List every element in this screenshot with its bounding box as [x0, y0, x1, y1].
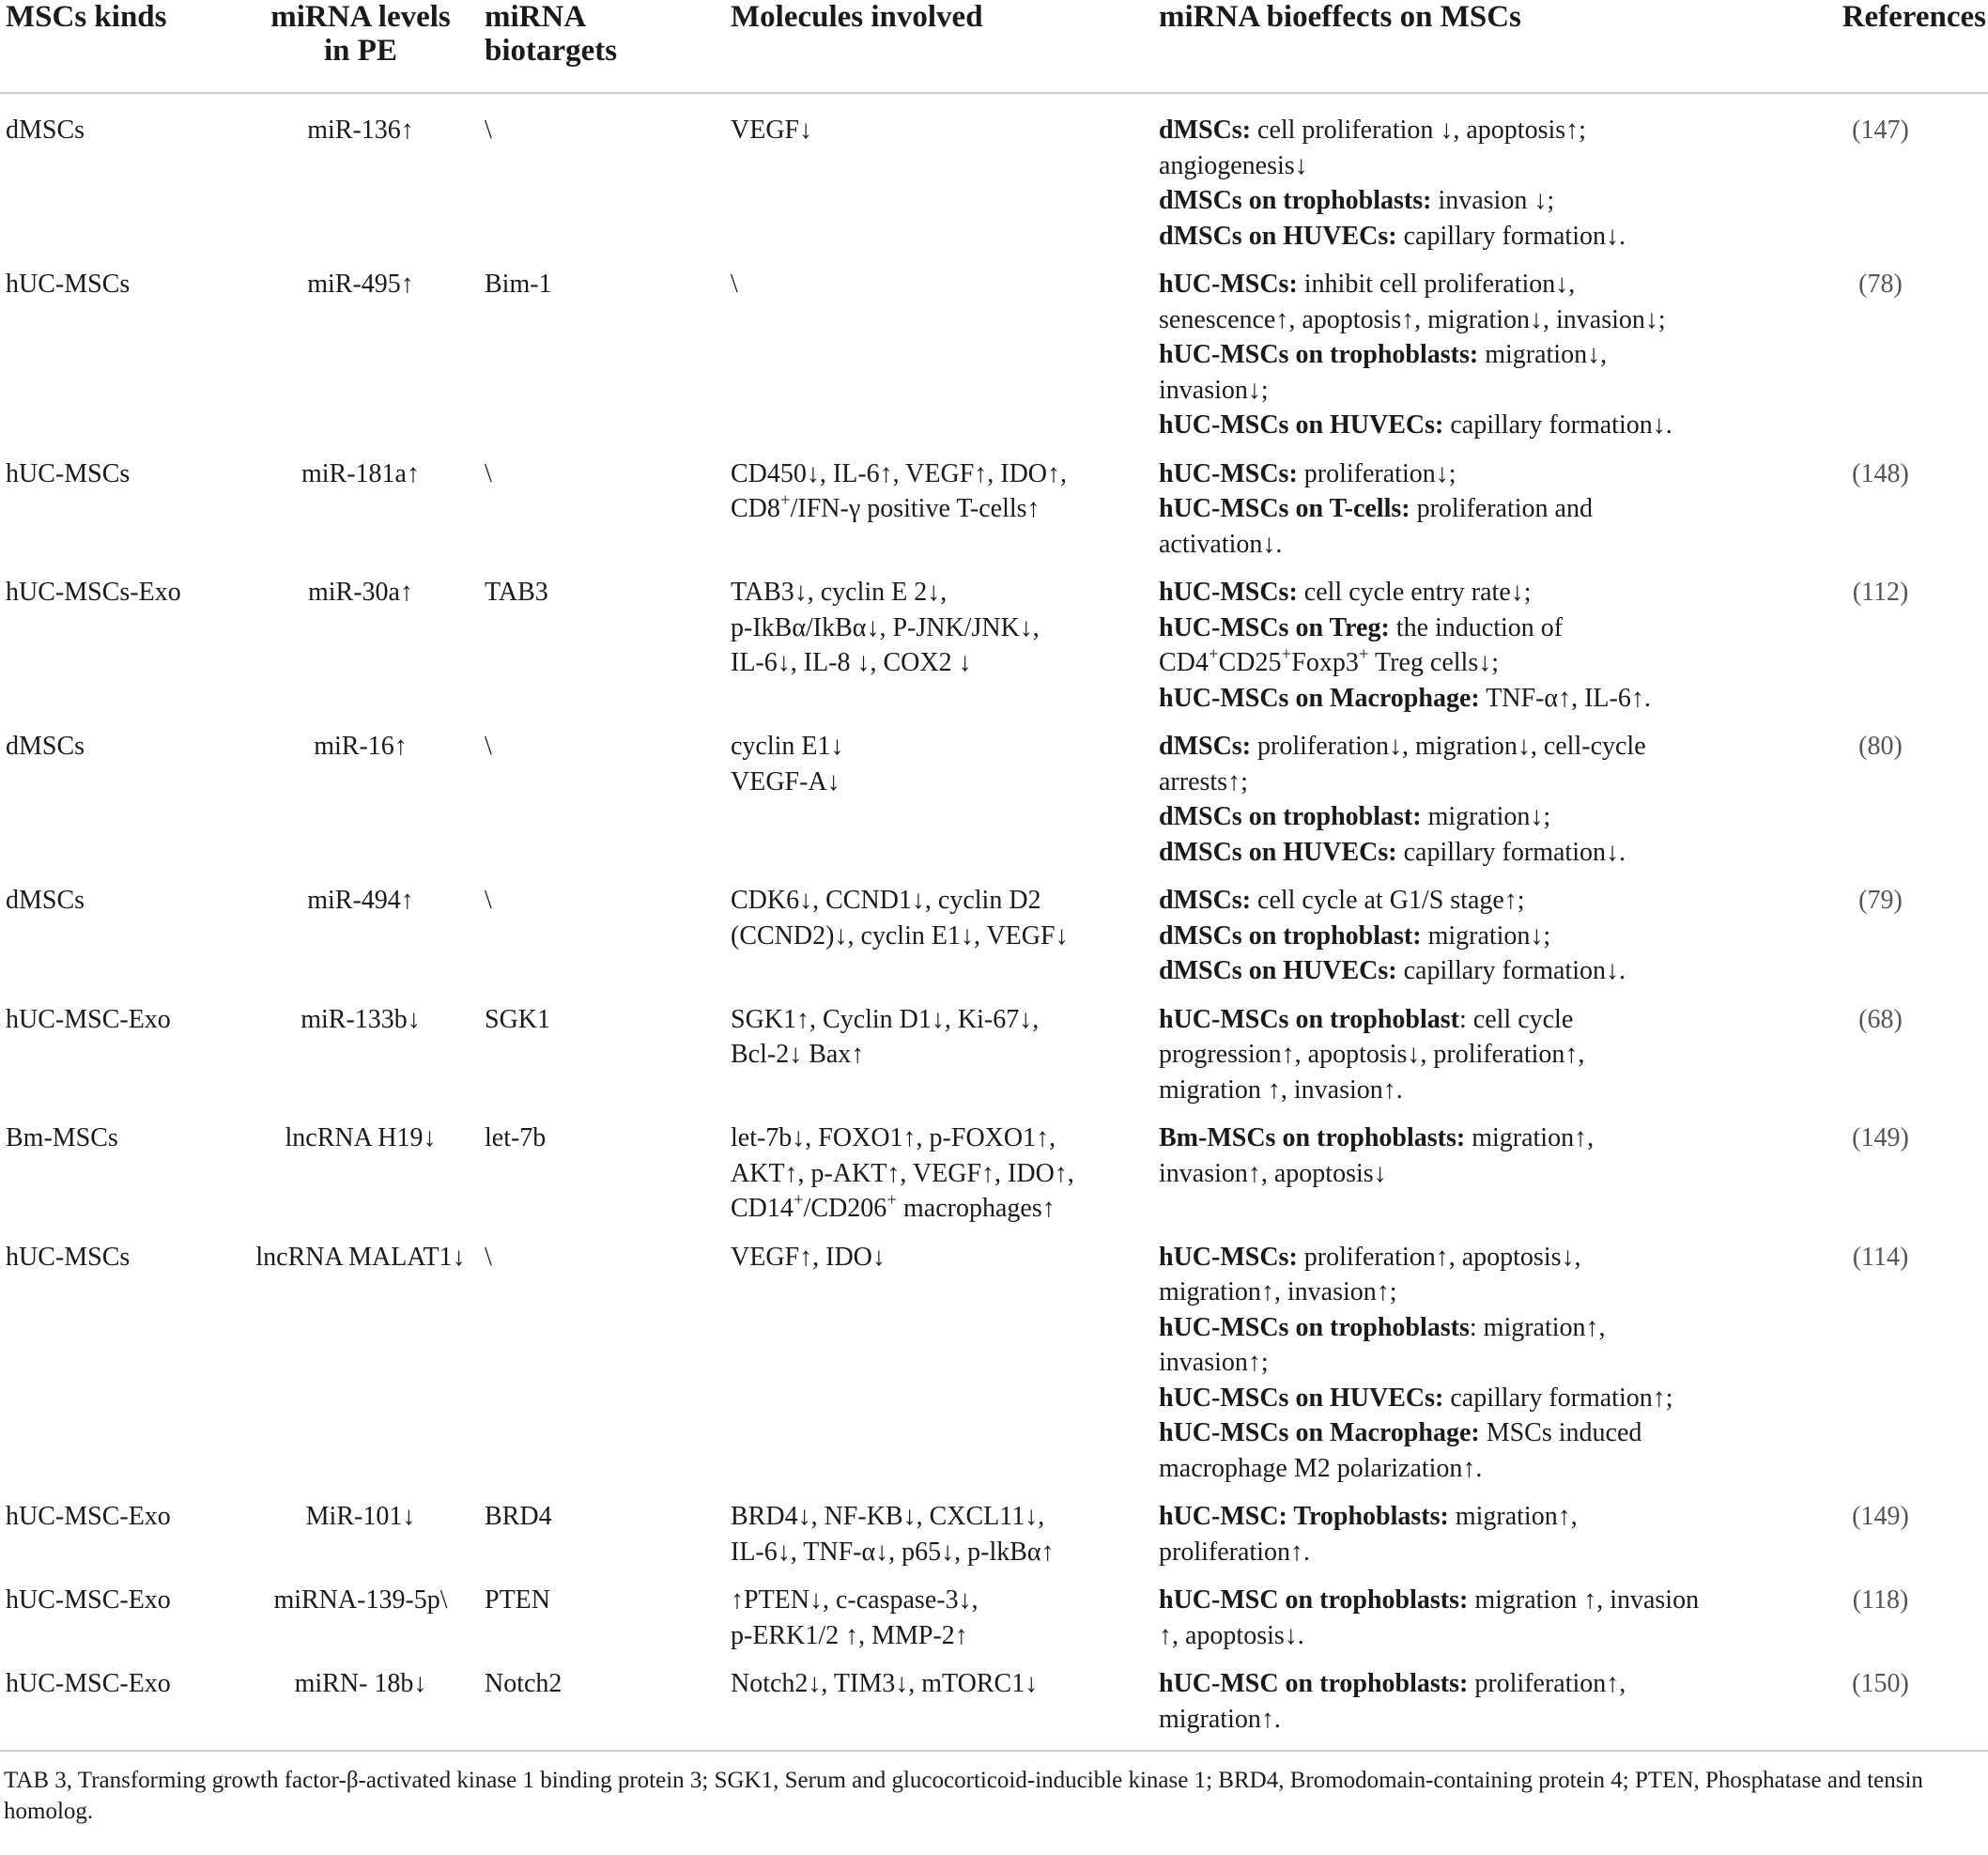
bioeffect-line: arrests↑;: [1159, 766, 1248, 796]
bioeffect-line: migration↑, invasion↑;: [1159, 1277, 1397, 1306]
header-references: References: [1767, 0, 1988, 93]
header-molecules-involved: Molecules involved: [725, 0, 1153, 93]
cell-mirna-level: miRNA-139-5p\: [273, 1585, 448, 1615]
bioeffect-line: dMSCs: proliferation↓, migration↓, cell-cycle: [1159, 732, 1646, 761]
molecules-line: \: [731, 270, 738, 299]
bioeffect-subject: dMSCs:: [1159, 116, 1252, 145]
cell-bioeffects: [1153, 1499, 1767, 1583]
molecules-line: let-7b↓, FOXO1↑, p-FOXO1↑,: [731, 1123, 1056, 1152]
table-row: [0, 883, 1988, 1002]
table-row: [0, 1499, 1988, 1583]
cell-mscs-kind: hUC-MSCs: [6, 1242, 131, 1272]
bioeffect-line: invasion↑, apoptosis↓: [1159, 1158, 1387, 1188]
bioeffect-line: dMSCs: cell proliferation ↓, apoptosis↑;: [1159, 116, 1586, 145]
molecules-line: Bcl-2↓ Bax↑: [731, 1040, 865, 1069]
bioeffect-subject: hUC-MSCs on HUVECs:: [1159, 410, 1444, 440]
table-row: [0, 729, 1988, 883]
cell-mirna-level: miR-136↑: [307, 116, 414, 145]
cell-molecules: [725, 1499, 1153, 1583]
cell-mscs-kind: hUC-MSC-Exo: [6, 1004, 171, 1034]
cell-mscs-kind: hUC-MSCs-Exo: [6, 578, 181, 607]
bioeffect-line: hUC-MSCs on Macrophage: TNF-α↑, IL-6↑.: [1159, 683, 1651, 713]
cell-molecules: [725, 1121, 1153, 1240]
table-row: [0, 575, 1988, 729]
bioeffect-line: hUC-MSCs on HUVECs: capillary formation↑;: [1159, 1383, 1673, 1413]
bioeffect-line: ↑, apoptosis↓.: [1159, 1620, 1304, 1650]
cell-mirna-level: lncRNA H19↓: [285, 1123, 437, 1152]
cell-mscs-kind: Bm-MSCs: [6, 1123, 118, 1152]
cell-reference: (78): [1858, 270, 1903, 299]
bioeffect-subject: dMSCs on HUVECs:: [1159, 956, 1397, 985]
bioeffect-subject: dMSCs on trophoblast:: [1159, 802, 1422, 831]
bioeffect-line: invasion↑;: [1159, 1348, 1269, 1377]
header-mirna-bioeffects: miRNA bioeffects on MSCs: [1153, 0, 1767, 93]
bioeffect-line: dMSCs on HUVECs: capillary formation↓.: [1159, 837, 1626, 867]
cell-reference: (148): [1852, 458, 1909, 488]
table-row: [0, 1583, 1988, 1666]
cell-mirna-level: miRN- 18b↓: [294, 1669, 427, 1698]
cell-molecules: [725, 883, 1153, 1002]
bioeffect-subject: hUC-MSCs on trophoblast: [1159, 1004, 1459, 1034]
cell-biotarget: \: [485, 1242, 492, 1272]
cell-reference: (79): [1858, 886, 1903, 915]
bioeffect-line: dMSCs on trophoblast: migration↓;: [1159, 802, 1551, 831]
cell-reference: (80): [1858, 732, 1903, 761]
header-mirna-biotargets: miRNA biotargets: [479, 0, 725, 93]
molecules-line: AKT↑, p-AKT↑, VEGF↑, IDO↑,: [731, 1158, 1074, 1188]
cell-biotarget: TAB3: [485, 578, 548, 607]
cell-mirna-level: miR-133b↓: [301, 1004, 421, 1034]
cell-bioeffects: [1153, 1121, 1767, 1240]
cell-molecules: [725, 1240, 1153, 1500]
bioeffect-line: hUC-MSCs on trophoblast: cell cycle: [1159, 1004, 1574, 1034]
cell-mirna-level: miR-16↑: [314, 732, 408, 761]
molecules-line: VEGF↓: [731, 116, 813, 145]
cell-mscs-kind: dMSCs: [6, 116, 85, 145]
cell-molecules: [725, 729, 1153, 883]
molecules-line: IL-6↓, IL-8 ↓, COX2 ↓: [731, 648, 972, 677]
cell-molecules: [725, 575, 1153, 729]
cell-molecules: [725, 1666, 1153, 1750]
cell-molecules: [725, 267, 1153, 456]
table-row: [0, 267, 1988, 456]
cell-reference: (149): [1852, 1123, 1909, 1152]
bioeffect-line: hUC-MSCs: cell cycle entry rate↓;: [1159, 578, 1532, 607]
cell-mirna-level: lncRNA MALAT1↓: [255, 1242, 466, 1272]
bioeffect-subject: hUC-MSCs:: [1159, 270, 1298, 299]
molecules-line: p-IkBα/IkBα↓, P-JNK/JNK↓,: [731, 612, 1040, 642]
cell-mirna-level: miR-30a↑: [308, 578, 413, 607]
header-row: [0, 0, 1988, 93]
cell-reference: (118): [1852, 1585, 1909, 1615]
table-body: [0, 93, 1988, 1750]
bioeffect-subject: hUC-MSCs on trophoblasts: [1159, 1312, 1470, 1342]
bioeffect-line: CD4+CD25+Foxp3+ Treg cells↓;: [1159, 644, 1500, 677]
table-row: [0, 1121, 1988, 1240]
table-header: [0, 0, 1988, 93]
cell-molecules: [725, 1583, 1153, 1666]
cell-mirna-level: miR-495↑: [307, 270, 414, 299]
cell-bioeffects: [1153, 93, 1767, 267]
bioeffect-line: dMSCs on trophoblasts: invasion ↓;: [1159, 186, 1555, 215]
cell-bioeffects: [1153, 1583, 1767, 1666]
cell-biotarget: \: [485, 116, 492, 145]
bioeffect-line: Bm-MSCs on trophoblasts: migration↑,: [1159, 1123, 1595, 1152]
cell-reference: (147): [1852, 116, 1909, 145]
bioeffect-subject: hUC-MSCs:: [1159, 1242, 1298, 1272]
molecules-line: p-ERK1/2 ↑, MMP-2↑: [731, 1620, 968, 1650]
bioeffect-line: hUC-MSCs on trophoblasts: migration↓,: [1159, 340, 1608, 369]
cell-molecules: [725, 1002, 1153, 1121]
cell-mscs-kind: dMSCs: [6, 886, 85, 915]
bioeffect-line: invasion↓;: [1159, 375, 1269, 405]
bioeffect-line: proliferation↑.: [1159, 1537, 1310, 1567]
bioeffect-subject: Bm-MSCs on trophoblasts:: [1159, 1123, 1466, 1152]
cell-biotarget: BRD4: [485, 1502, 552, 1531]
cell-biotarget: Bim-1: [485, 270, 552, 299]
bioeffect-line: migration ↑, invasion↑.: [1159, 1074, 1403, 1105]
cell-mscs-kind: hUC-MSC-Exo: [6, 1669, 171, 1698]
bioeffect-line: hUC-MSCs: inhibit cell proliferation↓,: [1159, 270, 1576, 299]
bioeffect-subject: dMSCs on HUVECs:: [1159, 221, 1397, 251]
table-row: [0, 1240, 1988, 1500]
bioeffect-line: hUC-MSCs: proliferation↑, apoptosis↓,: [1159, 1242, 1581, 1272]
molecules-line: CD14+/CD206+ macrophages↑: [731, 1190, 1056, 1223]
cell-mscs-kind: hUC-MSC-Exo: [6, 1585, 171, 1615]
molecules-line: BRD4↓, NF-KB↓, CXCL11↓,: [731, 1502, 1045, 1531]
bioeffect-line: hUC-MSCs on Treg: the induction of: [1159, 612, 1564, 642]
molecules-line: CD450↓, IL-6↑, VEGF↑, IDO↑,: [731, 458, 1068, 488]
bioeffect-line: activation↓.: [1159, 529, 1283, 559]
cell-bioeffects: [1153, 883, 1767, 1002]
molecules-line: TAB3↓, cyclin E 2↓,: [731, 578, 948, 607]
cell-biotarget: \: [485, 458, 492, 488]
bioeffect-subject: hUC-MSCs:: [1159, 578, 1298, 607]
bioeffect-subject: hUC-MSC on trophoblasts:: [1159, 1585, 1469, 1615]
cell-mscs-kind: dMSCs: [6, 732, 85, 761]
molecules-line: VEGF↑, IDO↓: [731, 1242, 886, 1272]
cell-mirna-level: miR-181a↑: [301, 458, 420, 488]
cell-biotarget: \: [485, 886, 492, 915]
bioeffect-line: hUC-MSCs on Macrophage: MSCs induced: [1159, 1418, 1642, 1447]
bioeffect-subject: hUC-MSCs:: [1159, 458, 1298, 488]
bioeffect-subject: dMSCs:: [1159, 886, 1252, 915]
cell-mirna-level: MiR-101↓: [305, 1502, 416, 1531]
bioeffect-subject: hUC-MSCs on T-cells:: [1159, 494, 1410, 523]
bioeffect-line: progression↑, apoptosis↓, proliferation↑,: [1159, 1040, 1585, 1069]
bioeffect-subject: hUC-MSC: Trophoblasts:: [1159, 1502, 1449, 1531]
table-footnote: TAB 3, Transforming growth factor-β-activated kinase 1 binding protein 3; SGK1, Serum and glucocorticoid-inducible kinase 1; BRD4, Bromodomain-containing protein 4; PTEN, Phosphatase and tensin homolog.: [4, 1768, 1923, 1824]
cell-bioeffects: [1153, 1666, 1767, 1750]
bioeffect-line: senescence↑, apoptosis↑, migration↓, invasion↓;: [1159, 304, 1666, 334]
bioeffect-line: hUC-MSCs on T-cells: proliferation and: [1159, 494, 1593, 523]
cell-mscs-kind: hUC-MSC-Exo: [6, 1502, 171, 1531]
cell-bioeffects: [1153, 1240, 1767, 1500]
bioeffect-line: hUC-MSCs on HUVECs: capillary formation↓.: [1159, 410, 1672, 440]
cell-molecules: [725, 456, 1153, 576]
bioeffect-subject: hUC-MSCs on Treg:: [1159, 612, 1390, 642]
cell-biotarget: Notch2: [485, 1669, 562, 1698]
bioeffect-line: dMSCs on HUVECs: capillary formation↓.: [1159, 221, 1626, 251]
bioeffect-subject: hUC-MSCs on trophoblasts:: [1159, 340, 1479, 369]
table-row: [0, 1002, 1988, 1121]
cell-bioeffects: [1153, 267, 1767, 456]
molecules-line: CDK6↓, CCND1↓, cyclin D2: [731, 886, 1041, 915]
cell-mirna-level: miR-494↑: [307, 886, 414, 915]
bioeffect-line: angiogenesis↓: [1159, 150, 1308, 180]
cell-bioeffects: [1153, 729, 1767, 883]
cell-reference: (112): [1852, 578, 1909, 607]
cell-reference: (149): [1852, 1502, 1909, 1531]
cell-biotarget: let-7b: [485, 1123, 547, 1152]
cell-reference: (150): [1852, 1669, 1909, 1698]
molecules-line: Notch2↓, TIM3↓, mTORC1↓: [731, 1669, 1039, 1698]
molecules-line: (CCND2)↓, cyclin E1↓, VEGF↓: [731, 920, 1069, 951]
molecules-line: SGK1↑, Cyclin D1↓, Ki-67↓,: [731, 1004, 1040, 1034]
bioeffect-line: migration↑.: [1159, 1704, 1281, 1734]
cell-reference: (68): [1858, 1004, 1903, 1034]
cell-biotarget: \: [485, 732, 492, 761]
cell-bioeffects: [1153, 575, 1767, 729]
cell-biotarget: PTEN: [485, 1585, 550, 1615]
header-mscs-kinds: MSCs kinds: [0, 0, 242, 93]
bioeffect-subject: dMSCs:: [1159, 732, 1252, 761]
bioeffect-line: dMSCs on trophoblast: migration↓;: [1159, 920, 1551, 951]
table-row: [0, 1666, 1988, 1750]
bioeffect-line: hUC-MSCs: proliferation↓;: [1159, 458, 1456, 488]
bioeffect-line: hUC-MSC: Trophoblasts: migration↑,: [1159, 1502, 1578, 1531]
bioeffect-line: dMSCs: cell cycle at G1/S stage↑;: [1159, 886, 1525, 915]
bioeffect-subject: hUC-MSCs on Macrophage:: [1159, 683, 1480, 713]
bioeffect-subject: hUC-MSC on trophoblasts:: [1159, 1669, 1469, 1698]
bioeffect-line: dMSCs on HUVECs: capillary formation↓.: [1159, 956, 1626, 985]
bioeffect-subject: dMSCs on trophoblasts:: [1159, 186, 1432, 215]
cell-molecules: [725, 93, 1153, 267]
molecules-line: ↑PTEN↓, c-caspase-3↓,: [731, 1585, 979, 1615]
bioeffect-line: macrophage M2 polarization↑.: [1159, 1453, 1483, 1483]
bioeffect-subject: dMSCs on HUVECs:: [1159, 837, 1397, 867]
table-row: [0, 456, 1988, 576]
molecules-line: VEGF-A↓: [731, 766, 840, 796]
molecules-line: CD8+/IFN-γ positive T-cells↑: [731, 490, 1040, 523]
cell-mscs-kind: hUC-MSCs: [6, 458, 131, 488]
bioeffect-line: hUC-MSC on trophoblasts: migration ↑, invasion: [1159, 1585, 1700, 1615]
bioeffect-line: hUC-MSCs on trophoblasts: migration↑,: [1159, 1312, 1606, 1342]
bioeffect-subject: dMSCs on trophoblast:: [1159, 920, 1422, 951]
bioeffect-subject: hUC-MSCs on HUVECs:: [1159, 1383, 1444, 1413]
bioeffect-line: hUC-MSC on trophoblasts: proliferation↑,: [1159, 1669, 1626, 1698]
header-mirna-levels: miRNA levels in PE: [242, 0, 479, 93]
molecules-line: IL-6↓, TNF-α↓, p65↓, p-lkBα↑: [731, 1537, 1055, 1567]
cell-biotarget: SGK1: [485, 1004, 551, 1034]
bioeffect-subject: hUC-MSCs on Macrophage:: [1159, 1418, 1480, 1447]
cell-bioeffects: [1153, 1002, 1767, 1121]
molecules-line: cyclin E1↓: [731, 732, 844, 761]
cell-reference: (114): [1852, 1242, 1909, 1272]
table-row: [0, 93, 1988, 267]
cell-mscs-kind: hUC-MSCs: [6, 270, 131, 299]
cell-bioeffects: [1153, 456, 1767, 576]
